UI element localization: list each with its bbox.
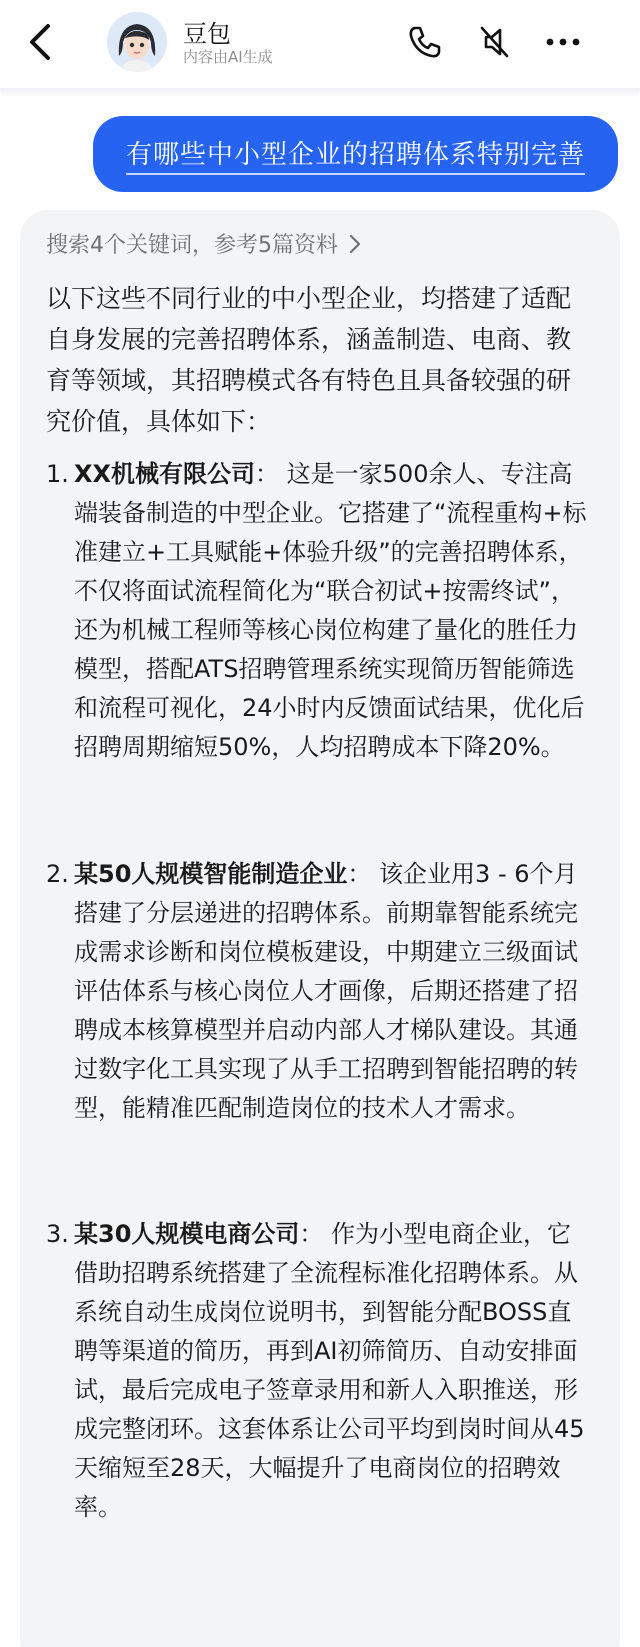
list-item: 3. 某30人规模电商公司： 作为小型电商企业，它借助招聘系统搭建了全流程标准化招聘体系。从系统自动生成岗位说明书，到智能分配BOSS直聘等渠道的简历，再到AI初筛简历、自动安排面试，最后完成电子签章录用和新人入职推送，形成完整闭环。这套体系让公司平均到岗时间从45天缩短至28天，大幅提升了电商岗位的招聘效率。 bbox=[46, 1215, 592, 1527]
mute-button[interactable] bbox=[474, 22, 514, 62]
back-button[interactable] bbox=[22, 20, 62, 64]
list-item: 2. 某50人规模智能制造企业： 该企业用3 - 6个月搭建了分层递进的招聘体系。前期靠智能系统完成需求诊断和岗位模板建设，中期建立三级面试评估体系与核心岗位人才画像，后期还搭建了招聘成本核算模型并启动内部人才梯队建设。其通过数字化工具实现了从手工招聘到智能招聘的转型，能精准匹配制造岗位的技术人才需求。 bbox=[46, 855, 592, 1128]
item-number: 1. bbox=[46, 460, 69, 488]
item-number: 2. bbox=[46, 860, 69, 888]
chevron-right-icon bbox=[346, 233, 364, 255]
company-name: XX机械有限公司 bbox=[74, 460, 256, 488]
list-item: 1. XX机械有限公司： 这是一家500余人、专注高端装备制造的中型企业。它搭建了“流程重构+标准建立+工具赋能+体验升级”的完善招聘体系，不仅将面试流程简化为“联合初试+按需终试”，还为机械工程师等核心岗位构建了量化的胜任力模型，搭配ATS招聘管理系统实现简历智能筛选和流程可视化，24小时内反馈面试结果，优化后招聘周期缩短50%，人均招聘成本下降20%。 bbox=[46, 455, 592, 767]
speaker-muted-icon bbox=[474, 22, 514, 62]
company-name: 某50人规模智能制造企业 bbox=[74, 860, 348, 888]
chat-title: 豆包 bbox=[183, 20, 231, 48]
phone-icon bbox=[404, 22, 444, 62]
company-description: 作为小型电商企业，它借助招聘系统搭建了全流程标准化招聘体系。从系统自动生成岗位说明书，到智能分配BOSS直聘等渠道的简历，再到AI初筛简历、自动安排面试，最后完成电子签章录用和新人入职推送，形成完整闭环。这套体系让公司平均到岗时间从45天缩短至28天，大幅提升了电商岗位的招聘效率。 bbox=[74, 1220, 585, 1521]
company-name: 某30人规模电商公司 bbox=[74, 1220, 300, 1248]
search-summary-text: 搜索4个关键词，参考5篇资料 bbox=[46, 233, 338, 258]
avatar[interactable] bbox=[107, 12, 167, 72]
header-divider bbox=[0, 88, 640, 98]
company-description: 该企业用3 - 6个月搭建了分层递进的招聘体系。前期靠智能系统完成需求诊断和岗位模板建设，中期建立三级面试评估体系与核心岗位人才画像，后期还搭建了招聘成本核算模型并启动内部人才梯队建设。其通过数字化工具实现了从手工招聘到智能招聘的转型，能精准匹配制造岗位的技术人才需求。 bbox=[74, 860, 578, 1122]
item-number: 3. bbox=[46, 1220, 69, 1248]
chat-header bbox=[0, 0, 640, 88]
back-arrow-icon bbox=[22, 20, 62, 64]
call-button[interactable] bbox=[404, 22, 444, 62]
more-button[interactable] bbox=[543, 22, 583, 62]
reply-intro: 以下这些不同行业的中小型企业，均搭建了适配自身发展的完善招聘体系，涵盖制造、电商、教育等领域，其招聘模式各有特色且具备较强的研究价值，具体如下： bbox=[46, 284, 572, 436]
user-message-bubble[interactable] bbox=[93, 116, 618, 192]
search-summary-link[interactable] bbox=[46, 228, 364, 259]
user-message-text: 有哪些中小型企业的招聘体系特别完善 bbox=[126, 134, 585, 175]
ai-disclaimer: 内容由AI生成 bbox=[183, 48, 273, 66]
more-dots-icon bbox=[543, 22, 583, 62]
company-description: 这是一家500余人、专注高端装备制造的中型企业。它搭建了“流程重构+标准建立+工具赋能+体验升级”的完善招聘体系，不仅将面试流程简化为“联合初试+按需终试”，还为机械工程师等核心岗位构建了量化的胜任力模型，搭配ATS招聘管理系统实现简历智能筛选和流程可视化，24小时内反馈面试结果，优化后招聘周期缩短50%，人均招聘成本下降20%。 bbox=[74, 460, 587, 761]
